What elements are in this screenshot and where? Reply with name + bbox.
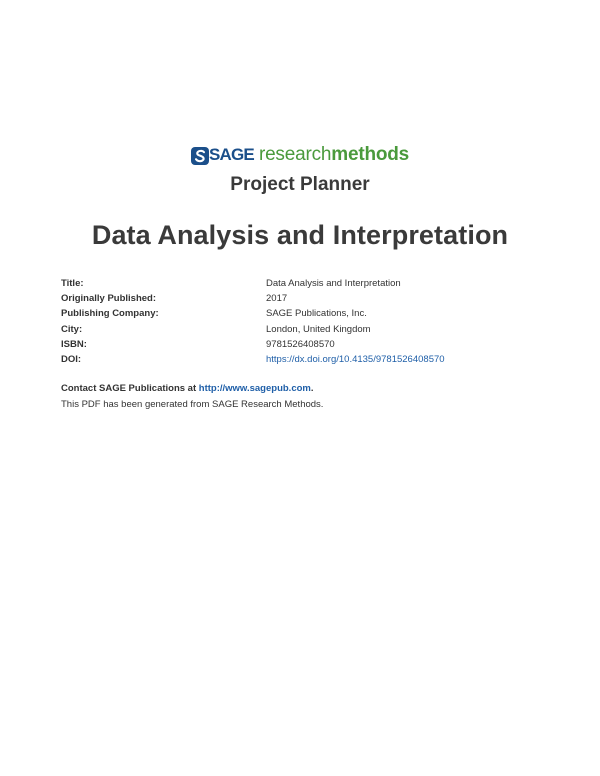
metadata-label: DOI: <box>61 353 82 365</box>
generated-note: This PDF has been generated from SAGE Research Methods. <box>61 399 324 410</box>
metadata-value: 2017 <box>266 293 288 305</box>
logo-sage-text: SAGE <box>208 145 254 164</box>
metadata-row-title <box>61 276 541 291</box>
metadata-row-city <box>61 322 541 337</box>
sagepub-link[interactable]: http://www.sagepub.com <box>198 383 311 394</box>
doi-link[interactable]: https://dx.doi.org/10.4135/9781526408570 <box>266 353 445 365</box>
metadata-table <box>61 276 541 367</box>
document-title: Data Analysis and Interpretation <box>91 220 509 250</box>
metadata-label: Originally Published: <box>61 293 157 305</box>
contact-note <box>61 382 314 395</box>
metadata-row-company <box>61 306 541 321</box>
metadata-label: Publishing Company: <box>61 308 159 320</box>
document-subtitle: Project Planner <box>230 174 370 195</box>
metadata-label: Title: <box>61 278 84 289</box>
logo-research-text: research <box>258 144 332 165</box>
metadata-label: ISBN: <box>61 338 87 350</box>
sage-research-methods-logo <box>0 143 600 172</box>
metadata-row-doi <box>61 352 541 367</box>
sage-logo-mark-icon <box>191 147 209 165</box>
metadata-row-isbn <box>61 337 541 352</box>
metadata-row-published <box>61 291 541 306</box>
metadata-value: 9781526408570 <box>266 338 335 350</box>
metadata-value: Data Analysis and Interpretation <box>266 278 401 289</box>
contact-suffix: . <box>310 383 314 394</box>
contact-prefix: Contact SAGE Publications at <box>61 383 199 394</box>
logo-methods-text: methods <box>331 144 410 165</box>
metadata-value: SAGE Publications, Inc. <box>266 308 367 320</box>
metadata-value: London, United Kingdom <box>266 323 371 335</box>
metadata-label: City: <box>61 323 83 335</box>
